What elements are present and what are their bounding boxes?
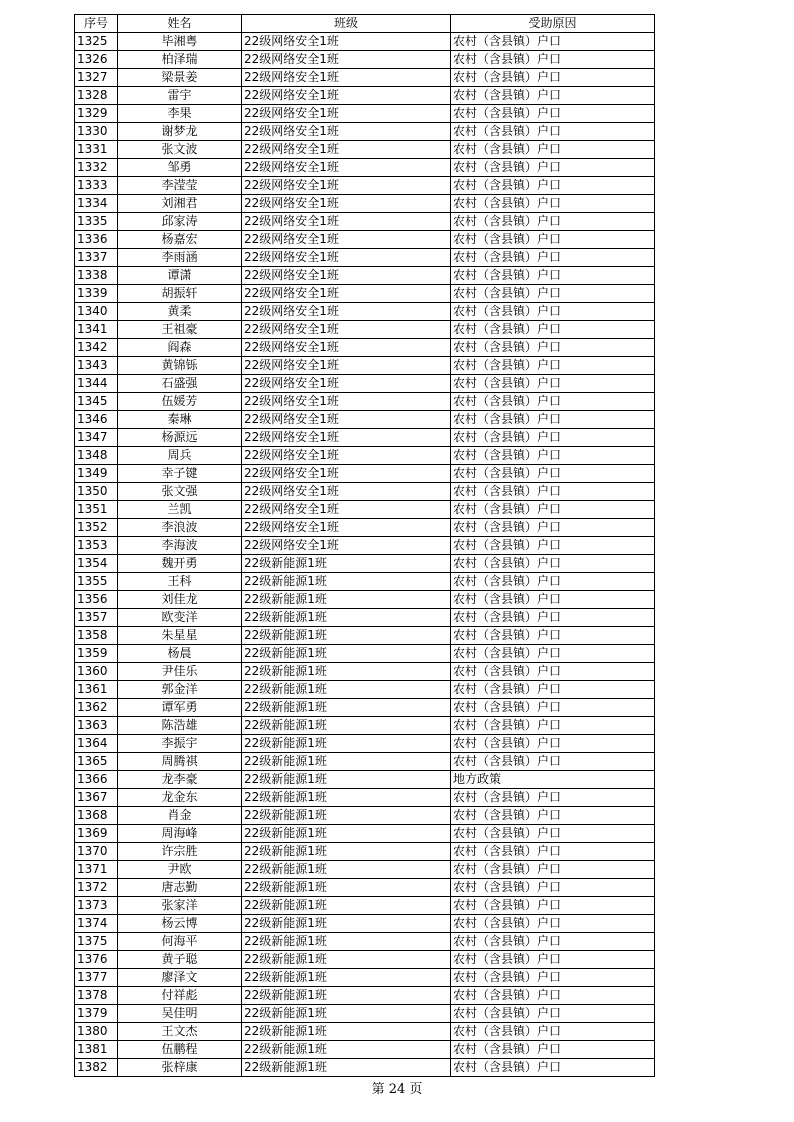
student-name-cell: 郭金洋: [118, 681, 242, 699]
serial-number-cell: 1347: [75, 429, 118, 447]
serial-number-cell: 1325: [75, 33, 118, 51]
aid-reason-cell: 农村（含县镇）户口: [451, 591, 655, 609]
aid-reason-cell: 农村（含县镇）户口: [451, 879, 655, 897]
serial-number-cell: 1359: [75, 645, 118, 663]
student-name-cell: 杨云博: [118, 915, 242, 933]
serial-number-cell: 1372: [75, 879, 118, 897]
class-cell: 22级网络安全1班: [242, 69, 451, 87]
student-name-cell: 阎森: [118, 339, 242, 357]
serial-number-cell: 1340: [75, 303, 118, 321]
table-row: [75, 1005, 655, 1023]
class-cell: 22级新能源1班: [242, 609, 451, 627]
class-cell: 22级新能源1班: [242, 1005, 451, 1023]
aid-reason-cell: 农村（含县镇）户口: [451, 411, 655, 429]
aid-reason-cell: 农村（含县镇）户口: [451, 339, 655, 357]
table-row: [75, 231, 655, 249]
aid-reason-cell: 地方政策: [451, 771, 655, 789]
student-name-cell: 刘佳龙: [118, 591, 242, 609]
student-name-cell: 胡振轩: [118, 285, 242, 303]
aid-reason-cell: 农村（含县镇）户口: [451, 447, 655, 465]
serial-number-cell: 1334: [75, 195, 118, 213]
table-row: [75, 465, 655, 483]
aid-reason-cell: 农村（含县镇）户口: [451, 483, 655, 501]
aid-reason-cell: 农村（含县镇）户口: [451, 1041, 655, 1059]
class-cell: 22级新能源1班: [242, 591, 451, 609]
aid-reason-cell: 农村（含县镇）户口: [451, 681, 655, 699]
table-row: [75, 123, 655, 141]
serial-number-cell: 1381: [75, 1041, 118, 1059]
student-name-cell: 李雨涵: [118, 249, 242, 267]
student-name-cell: 王文杰: [118, 1023, 242, 1041]
student-name-cell: 张梓康: [118, 1059, 242, 1077]
table-row: [75, 285, 655, 303]
student-name-cell: 欧变洋: [118, 609, 242, 627]
class-cell: 22级新能源1班: [242, 717, 451, 735]
class-cell: 22级新能源1班: [242, 699, 451, 717]
table-row: [75, 303, 655, 321]
header-aid-reason: 受助原因: [451, 15, 655, 33]
class-cell: 22级网络安全1班: [242, 213, 451, 231]
student-name-cell: 李滢莹: [118, 177, 242, 195]
table-row: [75, 429, 655, 447]
serial-number-cell: 1344: [75, 375, 118, 393]
aid-reason-cell: 农村（含县镇）户口: [451, 213, 655, 231]
student-name-cell: 朱星星: [118, 627, 242, 645]
table-row: [75, 321, 655, 339]
class-cell: 22级网络安全1班: [242, 447, 451, 465]
aid-reason-cell: 农村（含县镇）户口: [451, 987, 655, 1005]
table-row: [75, 141, 655, 159]
aid-reason-cell: 农村（含县镇）户口: [451, 897, 655, 915]
student-name-cell: 杨晨: [118, 645, 242, 663]
table-row: [75, 357, 655, 375]
student-name-cell: 谢梦龙: [118, 123, 242, 141]
student-name-cell: 肖金: [118, 807, 242, 825]
aid-reason-cell: 农村（含县镇）户口: [451, 465, 655, 483]
table-row: [75, 609, 655, 627]
class-cell: 22级网络安全1班: [242, 519, 451, 537]
class-cell: 22级网络安全1班: [242, 339, 451, 357]
student-name-cell: 秦琳: [118, 411, 242, 429]
class-cell: 22级新能源1班: [242, 915, 451, 933]
student-name-cell: 张文波: [118, 141, 242, 159]
serial-number-cell: 1328: [75, 87, 118, 105]
student-name-cell: 李振宇: [118, 735, 242, 753]
student-name-cell: 幸子键: [118, 465, 242, 483]
header-name: 姓名: [118, 15, 242, 33]
serial-number-cell: 1361: [75, 681, 118, 699]
table-row: [75, 195, 655, 213]
class-cell: 22级网络安全1班: [242, 177, 451, 195]
student-name-cell: 黄子聪: [118, 951, 242, 969]
serial-number-cell: 1382: [75, 1059, 118, 1077]
class-cell: 22级新能源1班: [242, 843, 451, 861]
aid-reason-cell: 农村（含县镇）户口: [451, 429, 655, 447]
table-row: [75, 33, 655, 51]
serial-number-cell: 1339: [75, 285, 118, 303]
aid-reason-cell: 农村（含县镇）户口: [451, 105, 655, 123]
serial-number-cell: 1326: [75, 51, 118, 69]
student-name-cell: 何海平: [118, 933, 242, 951]
serial-number-cell: 1376: [75, 951, 118, 969]
class-cell: 22级新能源1班: [242, 555, 451, 573]
class-cell: 22级网络安全1班: [242, 393, 451, 411]
table-row: [75, 1041, 655, 1059]
class-cell: 22级网络安全1班: [242, 105, 451, 123]
student-name-cell: 周海峰: [118, 825, 242, 843]
aid-reason-cell: 农村（含县镇）户口: [451, 321, 655, 339]
class-cell: 22级网络安全1班: [242, 375, 451, 393]
serial-number-cell: 1378: [75, 987, 118, 1005]
student-name-cell: 柏泽瑞: [118, 51, 242, 69]
table-row: [75, 267, 655, 285]
table-row: [75, 51, 655, 69]
serial-number-cell: 1358: [75, 627, 118, 645]
student-name-cell: 周腾祺: [118, 753, 242, 771]
table-row: [75, 411, 655, 429]
serial-number-cell: 1350: [75, 483, 118, 501]
class-cell: 22级网络安全1班: [242, 123, 451, 141]
class-cell: 22级网络安全1班: [242, 33, 451, 51]
class-cell: 22级新能源1班: [242, 825, 451, 843]
aid-reason-cell: 农村（含县镇）户口: [451, 285, 655, 303]
student-name-cell: 谭潇: [118, 267, 242, 285]
student-name-cell: 邱家涛: [118, 213, 242, 231]
class-cell: 22级网络安全1班: [242, 231, 451, 249]
class-cell: 22级新能源1班: [242, 735, 451, 753]
student-name-cell: 雷宇: [118, 87, 242, 105]
student-name-cell: 谭军勇: [118, 699, 242, 717]
table-row: [75, 969, 655, 987]
aid-reason-cell: 农村（含县镇）户口: [451, 267, 655, 285]
aid-reason-cell: 农村（含县镇）户口: [451, 807, 655, 825]
table-row: [75, 987, 655, 1005]
aid-reason-cell: 农村（含县镇）户口: [451, 69, 655, 87]
student-name-cell: 李浪波: [118, 519, 242, 537]
table-row: [75, 915, 655, 933]
class-cell: 22级新能源1班: [242, 987, 451, 1005]
table-row: [75, 573, 655, 591]
serial-number-cell: 1332: [75, 159, 118, 177]
table-row: [75, 1023, 655, 1041]
serial-number-cell: 1380: [75, 1023, 118, 1041]
class-cell: 22级新能源1班: [242, 951, 451, 969]
student-name-cell: 付祥彪: [118, 987, 242, 1005]
aid-reason-cell: 农村（含县镇）户口: [451, 663, 655, 681]
student-name-cell: 尹欧: [118, 861, 242, 879]
serial-number-cell: 1379: [75, 1005, 118, 1023]
aid-reason-cell: 农村（含县镇）户口: [451, 1023, 655, 1041]
serial-number-cell: 1353: [75, 537, 118, 555]
class-cell: 22级网络安全1班: [242, 465, 451, 483]
table-row: [75, 105, 655, 123]
serial-number-cell: 1371: [75, 861, 118, 879]
aid-reason-cell: 农村（含县镇）户口: [451, 87, 655, 105]
class-cell: 22级新能源1班: [242, 969, 451, 987]
table-row: [75, 375, 655, 393]
student-aid-sheet: [74, 14, 654, 1077]
student-name-cell: 伍媛芳: [118, 393, 242, 411]
student-aid-table: [74, 14, 655, 1077]
class-cell: 22级新能源1班: [242, 879, 451, 897]
serial-number-cell: 1330: [75, 123, 118, 141]
class-cell: 22级网络安全1班: [242, 267, 451, 285]
table-row: [75, 825, 655, 843]
table-row: [75, 339, 655, 357]
aid-reason-cell: 农村（含县镇）户口: [451, 393, 655, 411]
table-row: [75, 519, 655, 537]
table-header-row: [75, 15, 655, 33]
student-name-cell: 唐志勤: [118, 879, 242, 897]
serial-number-cell: 1354: [75, 555, 118, 573]
student-name-cell: 伍鹏程: [118, 1041, 242, 1059]
table-row: [75, 87, 655, 105]
serial-number-cell: 1342: [75, 339, 118, 357]
table-row: [75, 807, 655, 825]
aid-reason-cell: 农村（含县镇）户口: [451, 177, 655, 195]
serial-number-cell: 1363: [75, 717, 118, 735]
serial-number-cell: 1366: [75, 771, 118, 789]
student-name-cell: 周兵: [118, 447, 242, 465]
aid-reason-cell: 农村（含县镇）户口: [451, 123, 655, 141]
student-name-cell: 邹勇: [118, 159, 242, 177]
serial-number-cell: 1369: [75, 825, 118, 843]
serial-number-cell: 1377: [75, 969, 118, 987]
aid-reason-cell: 农村（含县镇）户口: [451, 141, 655, 159]
aid-reason-cell: 农村（含县镇）户口: [451, 933, 655, 951]
table-row: [75, 537, 655, 555]
class-cell: 22级新能源1班: [242, 1041, 451, 1059]
aid-reason-cell: 农村（含县镇）户口: [451, 825, 655, 843]
table-row: [75, 681, 655, 699]
class-cell: 22级新能源1班: [242, 807, 451, 825]
student-name-cell: 陈浩雄: [118, 717, 242, 735]
table-row: [75, 951, 655, 969]
student-name-cell: 黄柔: [118, 303, 242, 321]
table-row: [75, 699, 655, 717]
table-row: [75, 249, 655, 267]
class-cell: 22级网络安全1班: [242, 141, 451, 159]
aid-reason-cell: 农村（含县镇）户口: [451, 555, 655, 573]
serial-number-cell: 1370: [75, 843, 118, 861]
student-name-cell: 黄锦铄: [118, 357, 242, 375]
table-row: [75, 735, 655, 753]
table-row: [75, 645, 655, 663]
table-row: [75, 879, 655, 897]
student-name-cell: 龙金东: [118, 789, 242, 807]
serial-number-cell: 1357: [75, 609, 118, 627]
student-name-cell: 张家洋: [118, 897, 242, 915]
serial-number-cell: 1338: [75, 267, 118, 285]
serial-number-cell: 1345: [75, 393, 118, 411]
serial-number-cell: 1341: [75, 321, 118, 339]
table-row: [75, 159, 655, 177]
aid-reason-cell: 农村（含县镇）户口: [451, 789, 655, 807]
student-name-cell: 刘湘君: [118, 195, 242, 213]
class-cell: 22级新能源1班: [242, 789, 451, 807]
class-cell: 22级网络安全1班: [242, 501, 451, 519]
class-cell: 22级网络安全1班: [242, 537, 451, 555]
student-name-cell: 李海波: [118, 537, 242, 555]
student-name-cell: 石盛强: [118, 375, 242, 393]
class-cell: 22级网络安全1班: [242, 195, 451, 213]
serial-number-cell: 1365: [75, 753, 118, 771]
table-row: [75, 483, 655, 501]
table-row: [75, 933, 655, 951]
student-name-cell: 廖泽文: [118, 969, 242, 987]
serial-number-cell: 1333: [75, 177, 118, 195]
serial-number-cell: 1335: [75, 213, 118, 231]
table-row: [75, 627, 655, 645]
table-row: [75, 1059, 655, 1077]
class-cell: 22级新能源1班: [242, 1023, 451, 1041]
header-serial-number: 序号: [75, 15, 118, 33]
aid-reason-cell: 农村（含县镇）户口: [451, 303, 655, 321]
aid-reason-cell: 农村（含县镇）户口: [451, 195, 655, 213]
aid-reason-cell: 农村（含县镇）户口: [451, 735, 655, 753]
aid-reason-cell: 农村（含县镇）户口: [451, 375, 655, 393]
serial-number-cell: 1336: [75, 231, 118, 249]
class-cell: 22级网络安全1班: [242, 357, 451, 375]
class-cell: 22级新能源1班: [242, 681, 451, 699]
table-row: [75, 753, 655, 771]
class-cell: 22级网络安全1班: [242, 249, 451, 267]
class-cell: 22级新能源1班: [242, 645, 451, 663]
aid-reason-cell: 农村（含县镇）户口: [451, 915, 655, 933]
class-cell: 22级网络安全1班: [242, 87, 451, 105]
aid-reason-cell: 农村（含县镇）户口: [451, 753, 655, 771]
student-name-cell: 梁景姜: [118, 69, 242, 87]
table-body: [75, 33, 655, 1077]
student-name-cell: 杨源远: [118, 429, 242, 447]
class-cell: 22级新能源1班: [242, 771, 451, 789]
serial-number-cell: 1346: [75, 411, 118, 429]
aid-reason-cell: 农村（含县镇）户口: [451, 861, 655, 879]
serial-number-cell: 1362: [75, 699, 118, 717]
aid-reason-cell: 农村（含县镇）户口: [451, 249, 655, 267]
student-name-cell: 杨嘉宏: [118, 231, 242, 249]
serial-number-cell: 1329: [75, 105, 118, 123]
student-name-cell: 龙李豪: [118, 771, 242, 789]
serial-number-cell: 1349: [75, 465, 118, 483]
student-name-cell: 许宗胜: [118, 843, 242, 861]
aid-reason-cell: 农村（含县镇）户口: [451, 699, 655, 717]
class-cell: 22级新能源1班: [242, 1059, 451, 1077]
aid-reason-cell: 农村（含县镇）户口: [451, 357, 655, 375]
table-row: [75, 555, 655, 573]
student-name-cell: 王科: [118, 573, 242, 591]
student-name-cell: 兰凯: [118, 501, 242, 519]
header-class: 班级: [242, 15, 451, 33]
serial-number-cell: 1348: [75, 447, 118, 465]
class-cell: 22级网络安全1班: [242, 51, 451, 69]
serial-number-cell: 1356: [75, 591, 118, 609]
aid-reason-cell: 农村（含县镇）户口: [451, 951, 655, 969]
serial-number-cell: 1331: [75, 141, 118, 159]
serial-number-cell: 1327: [75, 69, 118, 87]
table-row: [75, 789, 655, 807]
class-cell: 22级网络安全1班: [242, 303, 451, 321]
aid-reason-cell: 农村（含县镇）户口: [451, 843, 655, 861]
table-row: [75, 591, 655, 609]
serial-number-cell: 1343: [75, 357, 118, 375]
aid-reason-cell: 农村（含县镇）户口: [451, 231, 655, 249]
aid-reason-cell: 农村（含县镇）户口: [451, 159, 655, 177]
student-name-cell: 吴佳明: [118, 1005, 242, 1023]
student-name-cell: 毕湘粤: [118, 33, 242, 51]
serial-number-cell: 1375: [75, 933, 118, 951]
class-cell: 22级网络安全1班: [242, 285, 451, 303]
aid-reason-cell: 农村（含县镇）户口: [451, 627, 655, 645]
aid-reason-cell: 农村（含县镇）户口: [451, 501, 655, 519]
student-name-cell: 张文强: [118, 483, 242, 501]
class-cell: 22级新能源1班: [242, 861, 451, 879]
student-name-cell: 王祖豪: [118, 321, 242, 339]
table-row: [75, 177, 655, 195]
serial-number-cell: 1337: [75, 249, 118, 267]
serial-number-cell: 1368: [75, 807, 118, 825]
class-cell: 22级新能源1班: [242, 753, 451, 771]
serial-number-cell: 1351: [75, 501, 118, 519]
class-cell: 22级网络安全1班: [242, 411, 451, 429]
serial-number-cell: 1355: [75, 573, 118, 591]
class-cell: 22级新能源1班: [242, 627, 451, 645]
aid-reason-cell: 农村（含县镇）户口: [451, 609, 655, 627]
page-number: 第 24 页: [371, 1082, 423, 1097]
aid-reason-cell: 农村（含县镇）户口: [451, 969, 655, 987]
class-cell: 22级网络安全1班: [242, 321, 451, 339]
aid-reason-cell: 农村（含县镇）户口: [451, 645, 655, 663]
table-row: [75, 393, 655, 411]
aid-reason-cell: 农村（含县镇）户口: [451, 1059, 655, 1077]
class-cell: 22级网络安全1班: [242, 483, 451, 501]
table-row: [75, 447, 655, 465]
class-cell: 22级新能源1班: [242, 573, 451, 591]
class-cell: 22级网络安全1班: [242, 429, 451, 447]
aid-reason-cell: 农村（含县镇）户口: [451, 537, 655, 555]
serial-number-cell: 1364: [75, 735, 118, 753]
serial-number-cell: 1352: [75, 519, 118, 537]
table-row: [75, 663, 655, 681]
student-name-cell: 李果: [118, 105, 242, 123]
serial-number-cell: 1360: [75, 663, 118, 681]
table-row: [75, 843, 655, 861]
class-cell: 22级新能源1班: [242, 663, 451, 681]
serial-number-cell: 1367: [75, 789, 118, 807]
table-row: [75, 897, 655, 915]
table-row: [75, 69, 655, 87]
aid-reason-cell: 农村（含县镇）户口: [451, 51, 655, 69]
student-name-cell: 尹佳乐: [118, 663, 242, 681]
aid-reason-cell: 农村（含县镇）户口: [451, 717, 655, 735]
table-row: [75, 717, 655, 735]
class-cell: 22级网络安全1班: [242, 159, 451, 177]
serial-number-cell: 1374: [75, 915, 118, 933]
table-row: [75, 771, 655, 789]
table-row: [75, 861, 655, 879]
student-name-cell: 魏开勇: [118, 555, 242, 573]
serial-number-cell: 1373: [75, 897, 118, 915]
aid-reason-cell: 农村（含县镇）户口: [451, 573, 655, 591]
table-row: [75, 213, 655, 231]
aid-reason-cell: 农村（含县镇）户口: [451, 33, 655, 51]
aid-reason-cell: 农村（含县镇）户口: [451, 1005, 655, 1023]
table-row: [75, 501, 655, 519]
aid-reason-cell: 农村（含县镇）户口: [451, 519, 655, 537]
class-cell: 22级新能源1班: [242, 897, 451, 915]
class-cell: 22级新能源1班: [242, 933, 451, 951]
